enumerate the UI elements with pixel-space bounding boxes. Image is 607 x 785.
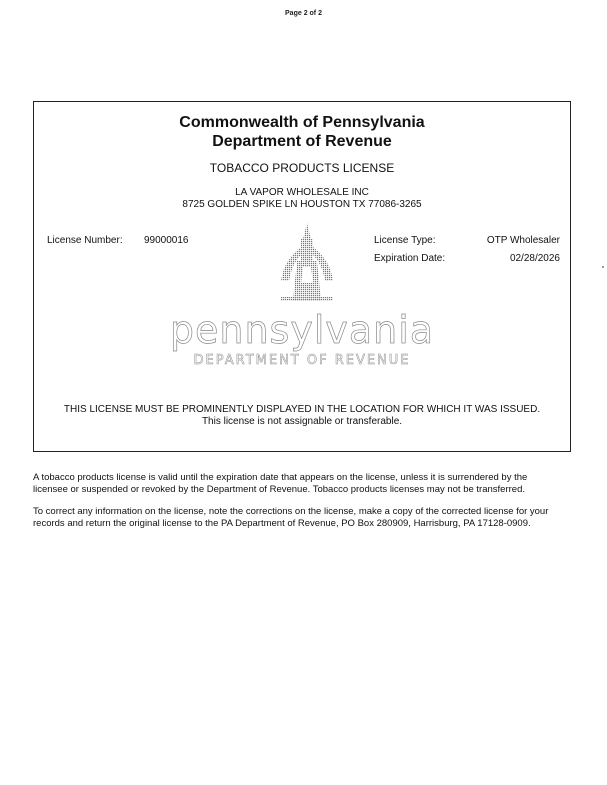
expiration-date-value: 02/28/2026 xyxy=(509,253,560,264)
license-type-label: License Type: xyxy=(374,235,436,246)
license-number-label: License Number: xyxy=(47,235,123,246)
page-number: Page 2 of 2 xyxy=(285,10,322,17)
keystone-seal-icon xyxy=(277,221,337,303)
license-certificate xyxy=(33,101,571,452)
transfer-notice: This license is not assignable or transferable. xyxy=(201,416,403,427)
license-title: TOBACCO PRODUCTS LICENSE xyxy=(209,161,395,175)
holder-name: LA VAPOR WHOLESALE INC xyxy=(235,187,369,198)
expiration-date-label: Expiration Date: xyxy=(374,253,446,264)
department-of-revenue-logo: DEPARTMENT OF REVENUE xyxy=(193,353,411,368)
license-type-value: OTP Wholesaler xyxy=(486,235,560,246)
holder-address: 8725 GOLDEN SPIKE LN HOUSTON TX 77086-3265 xyxy=(182,199,422,210)
display-notice: THIS LICENSE MUST BE PROMINENTLY DISPLAYED IN THE LOCATION FOR WHICH IT WAS ISSUED. xyxy=(63,404,541,415)
scan-artifact xyxy=(602,266,604,268)
issuer-title: Commonwealth of Pennsylvania xyxy=(179,114,425,131)
issuer-department: Department of Revenue xyxy=(212,133,392,150)
correction-paragraph: To correct any information on the license, note the corrections on the license, make a copy of the corrected license for your records and return the original license to the PA Department of Revenue, PO Box 280909, Harrisburg, PA 17128-0909. xyxy=(33,506,549,529)
validity-paragraph: A tobacco products license is valid until the expiration date that appears on the license, unless it is surrendered by the licensee or suspended or revoked by the Department of Revenue. Tobacco products licenses may not be transferred. xyxy=(33,472,528,495)
license-number-value: 99000016 xyxy=(144,235,189,246)
pennsylvania-wordmark-logo: pennsylvania xyxy=(169,308,435,352)
